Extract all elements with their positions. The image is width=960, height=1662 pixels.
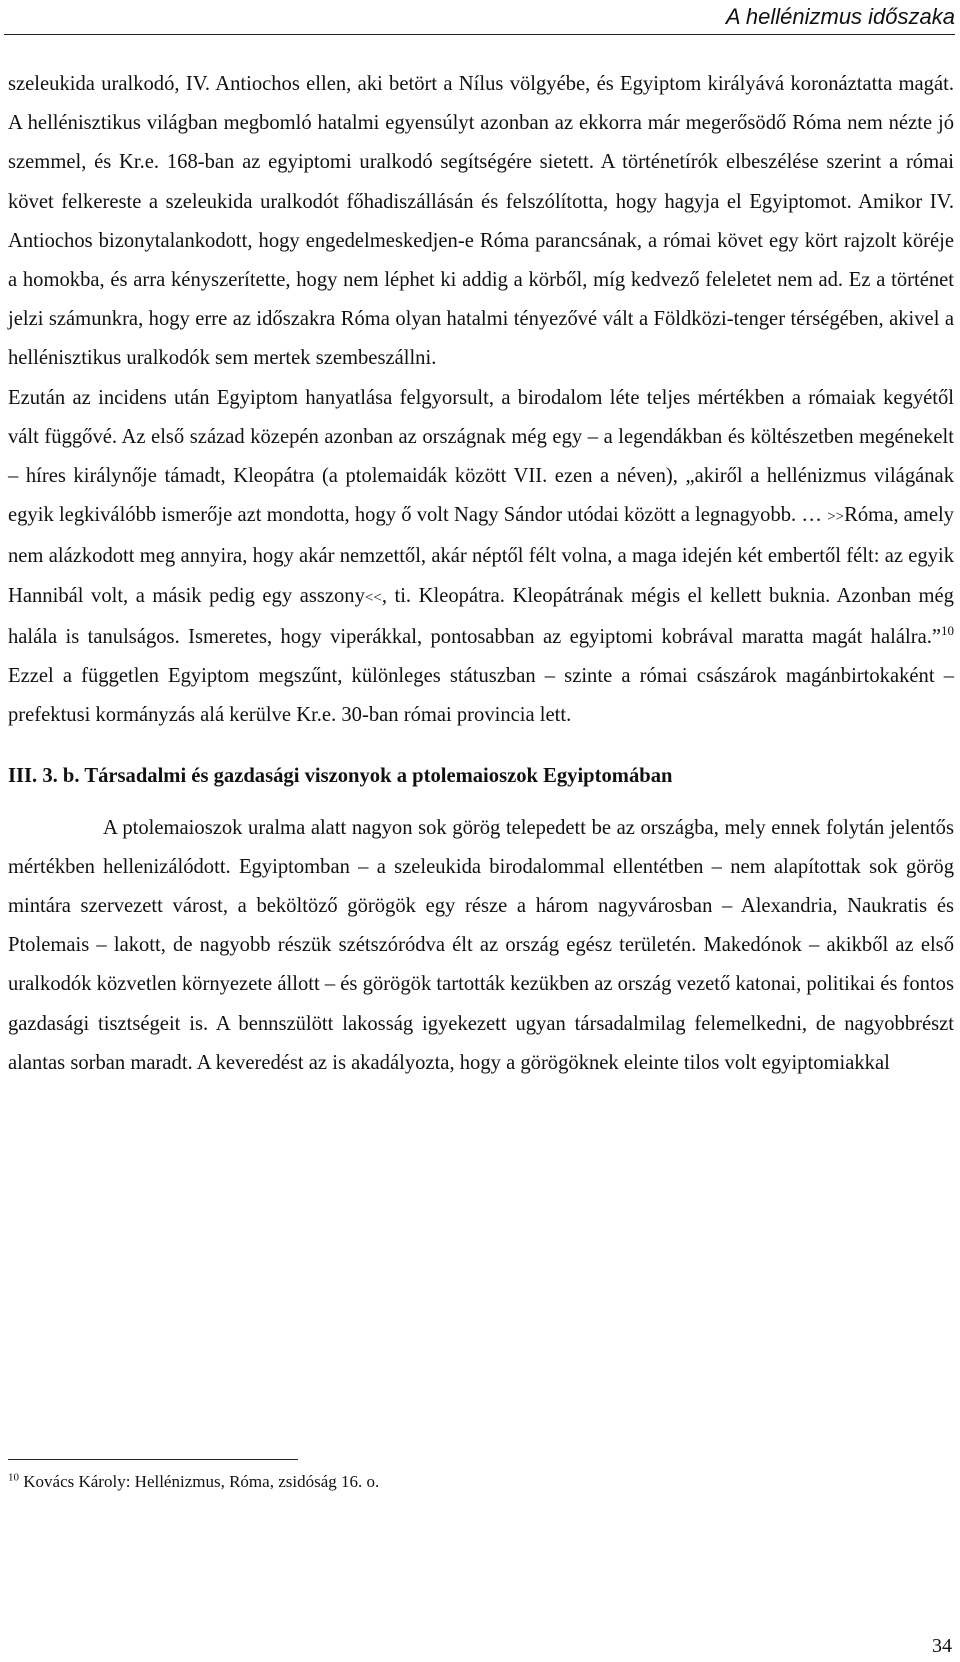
paragraph-1: [8, 65, 954, 379]
paragraph-3: [8, 809, 954, 1083]
section-heading: [8, 757, 954, 796]
paragraph-2-text-d: Ezzel a független Egyiptom megszűnt, különleges státuszban – szinte a római császárok magánbirtokaként – prefektusi kormányzás alá kerülve Kr.e. 30-ban római provincia lett.: [8, 665, 954, 727]
footnote-text: Kovács Károly: Hellénizmus, Róma, zsidóság 16. o.: [19, 1472, 380, 1491]
section-spacer: [8, 735, 954, 757]
footnote: [8, 1471, 379, 1493]
footnote-number: 10: [8, 1471, 19, 1484]
footnote-reference[interactable]: 10: [941, 622, 954, 638]
paragraph-2: [8, 379, 954, 736]
paragraph-2-text-c: , ti. Kleopátra. Kleopátrának mégis el kellett buknia. Azonban még halála is tanulságos. Ismeretes, hogy viperákkal, pontosabban az egyiptomi kobrával maratta magát halálra.”: [8, 584, 954, 648]
header-divider: [4, 34, 955, 35]
quote-close-mark: <<: [364, 589, 382, 606]
paragraph-3-text: A ptolemaioszok uralma alatt nagyon sok görög telepedett be az országba, mely ennek folytán jelentős mértékben hellenizálódott. Egyiptomban – a szeleukida birodalommal ellentétben – nem alapítottak sok görög mintára szervezett várost, a beköltöző görögök egy része a három nagyvárosban – Alexandria, Naukratis és Ptolemais – lakott, de nagyobb részük szétszóródva élt az ország egész területén. Makedónok – akikből az első uralkodók közvetlen környezete állott – és görögök tartották kezükben az ország vezető katonai, politikai és fontos gazdasági tisztségeit is. A bennszülött lakosság igyekezett ugyan társadalmilag felemelkedni, de nagyobbrészt alantas sorban maradt. A keveredést az is akadályozta, hogy a görögöknek eleinte tilos volt egyiptomiakkal: [8, 816, 954, 1074]
quote-open-mark: >>: [827, 509, 845, 526]
section-number: III. 3. b.: [8, 765, 80, 788]
paragraph-2-text-b: Róma, amely nem alázkodott meg annyira, hogy akár nemzettől, akár néptől félt volna, a maga idején két embertől félt: az egyik Hannibál volt, a másik pedig egy asszony: [8, 504, 954, 607]
paragraph-1-text: szeleukida uralkodó, IV. Antiochos ellen, aki betört a Nílus völgyébe, és Egyiptom királyává koronáztatta magát. A hellénisztikus világban megbomló hatalmi egyensúlyt azonban az ekkorra már megerősödő Róma nem nézte jó szemmel, és Kr.e. 168-ban az egyiptomi uralkodó segítségére sietett. A történetírók elbeszélése szerint a római követ felkereste a szeleukida uralkodót főhadiszállásán és felszólította, hogy hagyja el Egyiptomot. Amikor IV. Antiochos bizonytalankodott, hogy engedelmeskedjen-e Róma parancsának, a római követ egy kört rajzolt köréje a homokba, és arra kényszerítette, hogy nem léphet ki addig a körből, míg kedvező feleletet nem ad. Ez a történet jelzi számunkra, hogy erre az időszakra Róma olyan hatalmi tényezővé vált a Földközi-tenger térségében, akivel a hellénisztikus uralkodók sem mertek szembeszállni.: [8, 73, 954, 370]
page-number: 34: [932, 1635, 952, 1657]
running-header: A hellénizmus időszaka: [725, 4, 955, 29]
footnote-divider: [8, 1459, 298, 1460]
heading-spacer: [8, 797, 954, 809]
section-title: Társadalmi és gazdasági viszonyok a ptolemaioszok Egyiptomában: [84, 765, 673, 788]
paragraph-2-text-a: Ezután az incidens után Egyiptom hanyatlása felgyorsult, a birodalom léte teljes mértékben a rómaiak kegyétől vált függővé. Az első század közepén azonban az országnak még egy – a legendákban és költészetben megénekelt – híres királynője támadt, Kleopátra (a ptolemaidák között VII. ezen a néven), „akiről a hellénizmus világának egyik legkiválóbb ismerője azt mondotta, hogy ő volt Nagy Sándor utódai között a legnagyobb. …: [8, 386, 954, 527]
page-body: [8, 65, 954, 1083]
